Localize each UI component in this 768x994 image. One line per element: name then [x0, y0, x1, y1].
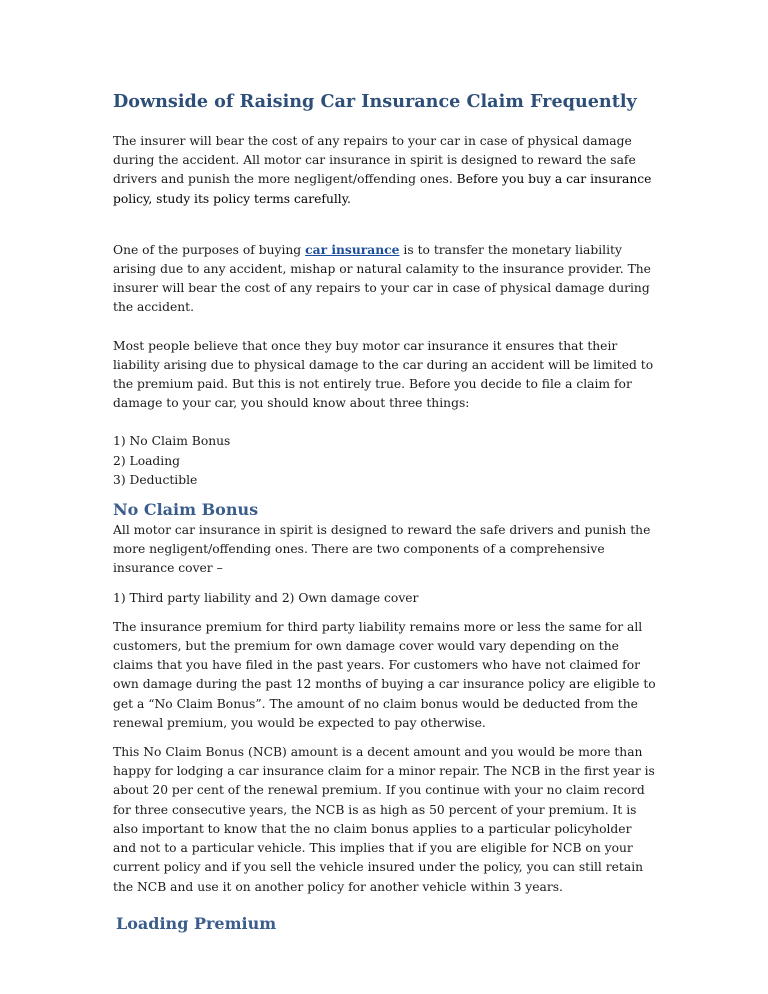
ncb-paragraph-1: All motor car insurance in spirit is designed to reward the safe drivers and punish the more negligent/offending ones. There are two components of a comprehensive insurance cover – [113, 523, 651, 576]
ncb-paragraph-3: The insurance premium for third party liability remains more or less the same for all customers, but the premium for own damage cover would vary depending on the claims that you have filed in the past years. For customers who have not claimed for own damage during the past 12 months of buying a car insurance policy are eligible to get a “No Claim Bonus”. The amount of no claim bonus would be deducted from the renewal premium, you would be expected to pay otherwise. [113, 619, 656, 730]
three-things-list [113, 432, 658, 490]
intro-emphasis: Before you buy a car insurance policy, study its policy terms carefully. [113, 172, 652, 206]
list-item: 2) Loading [113, 453, 181, 468]
document-title: Downside of Raising Car Insurance Claim Frequently [113, 91, 637, 112]
intro-text: The insurer will bear the cost of any repairs to your car in case of physical damage during the accident. All motor car insurance in spirit is designed to reward the safe drivers and punish the more negligent/offending ones. [113, 134, 636, 187]
purpose-text-after: is to transfer the monetary liability arising due to any accident, mishap or natural calamity to the insurance provider. The insurer will bear the cost of any repairs to your car in case of physical damage during the accident. [113, 242, 651, 315]
purpose-paragraph [113, 240, 658, 318]
ncb-paragraph-4: This No Claim Bonus (NCB) amount is a decent amount and you would be more than happy for lodging a car insurance claim for a minor repair. The NCB in the first year is about 20 per cent of the renewal premium. If you continue with your no claim record for three consecutive years, the NCB is as high as 50 percent of your premium. It is also important to know that the no claim bonus applies to a particular policyholder and not to a particular vehicle. This implies that if you are eligible for NCB on your current policy and if you sell the vehicle insured under the policy, you can still retain the NCB and use it on another policy for another vehicle within 3 years. [113, 745, 655, 894]
car-insurance-link[interactable]: car insurance [305, 241, 400, 257]
list-item: 3) Deductible [113, 472, 198, 487]
loading-premium-heading: Loading Premium [116, 913, 277, 933]
list-item: 1) No Claim Bonus [113, 434, 231, 449]
purpose-text-before: One of the purposes of buying [113, 242, 302, 257]
document-body [113, 90, 658, 935]
intro-paragraph [113, 132, 658, 209]
belief-paragraph: Most people believe that once they buy motor car insurance it ensures that their liability arising due to physical damage to the car during an accident will be limited to the premium paid. But this is not entirely true. Before you decide to file a claim for damage to your car, you should know about three things: [113, 338, 654, 411]
ncb-paragraph-2: 1) Third party liability and 2) Own damage cover [113, 590, 419, 605]
ncb-heading: No Claim Bonus [113, 500, 259, 520]
